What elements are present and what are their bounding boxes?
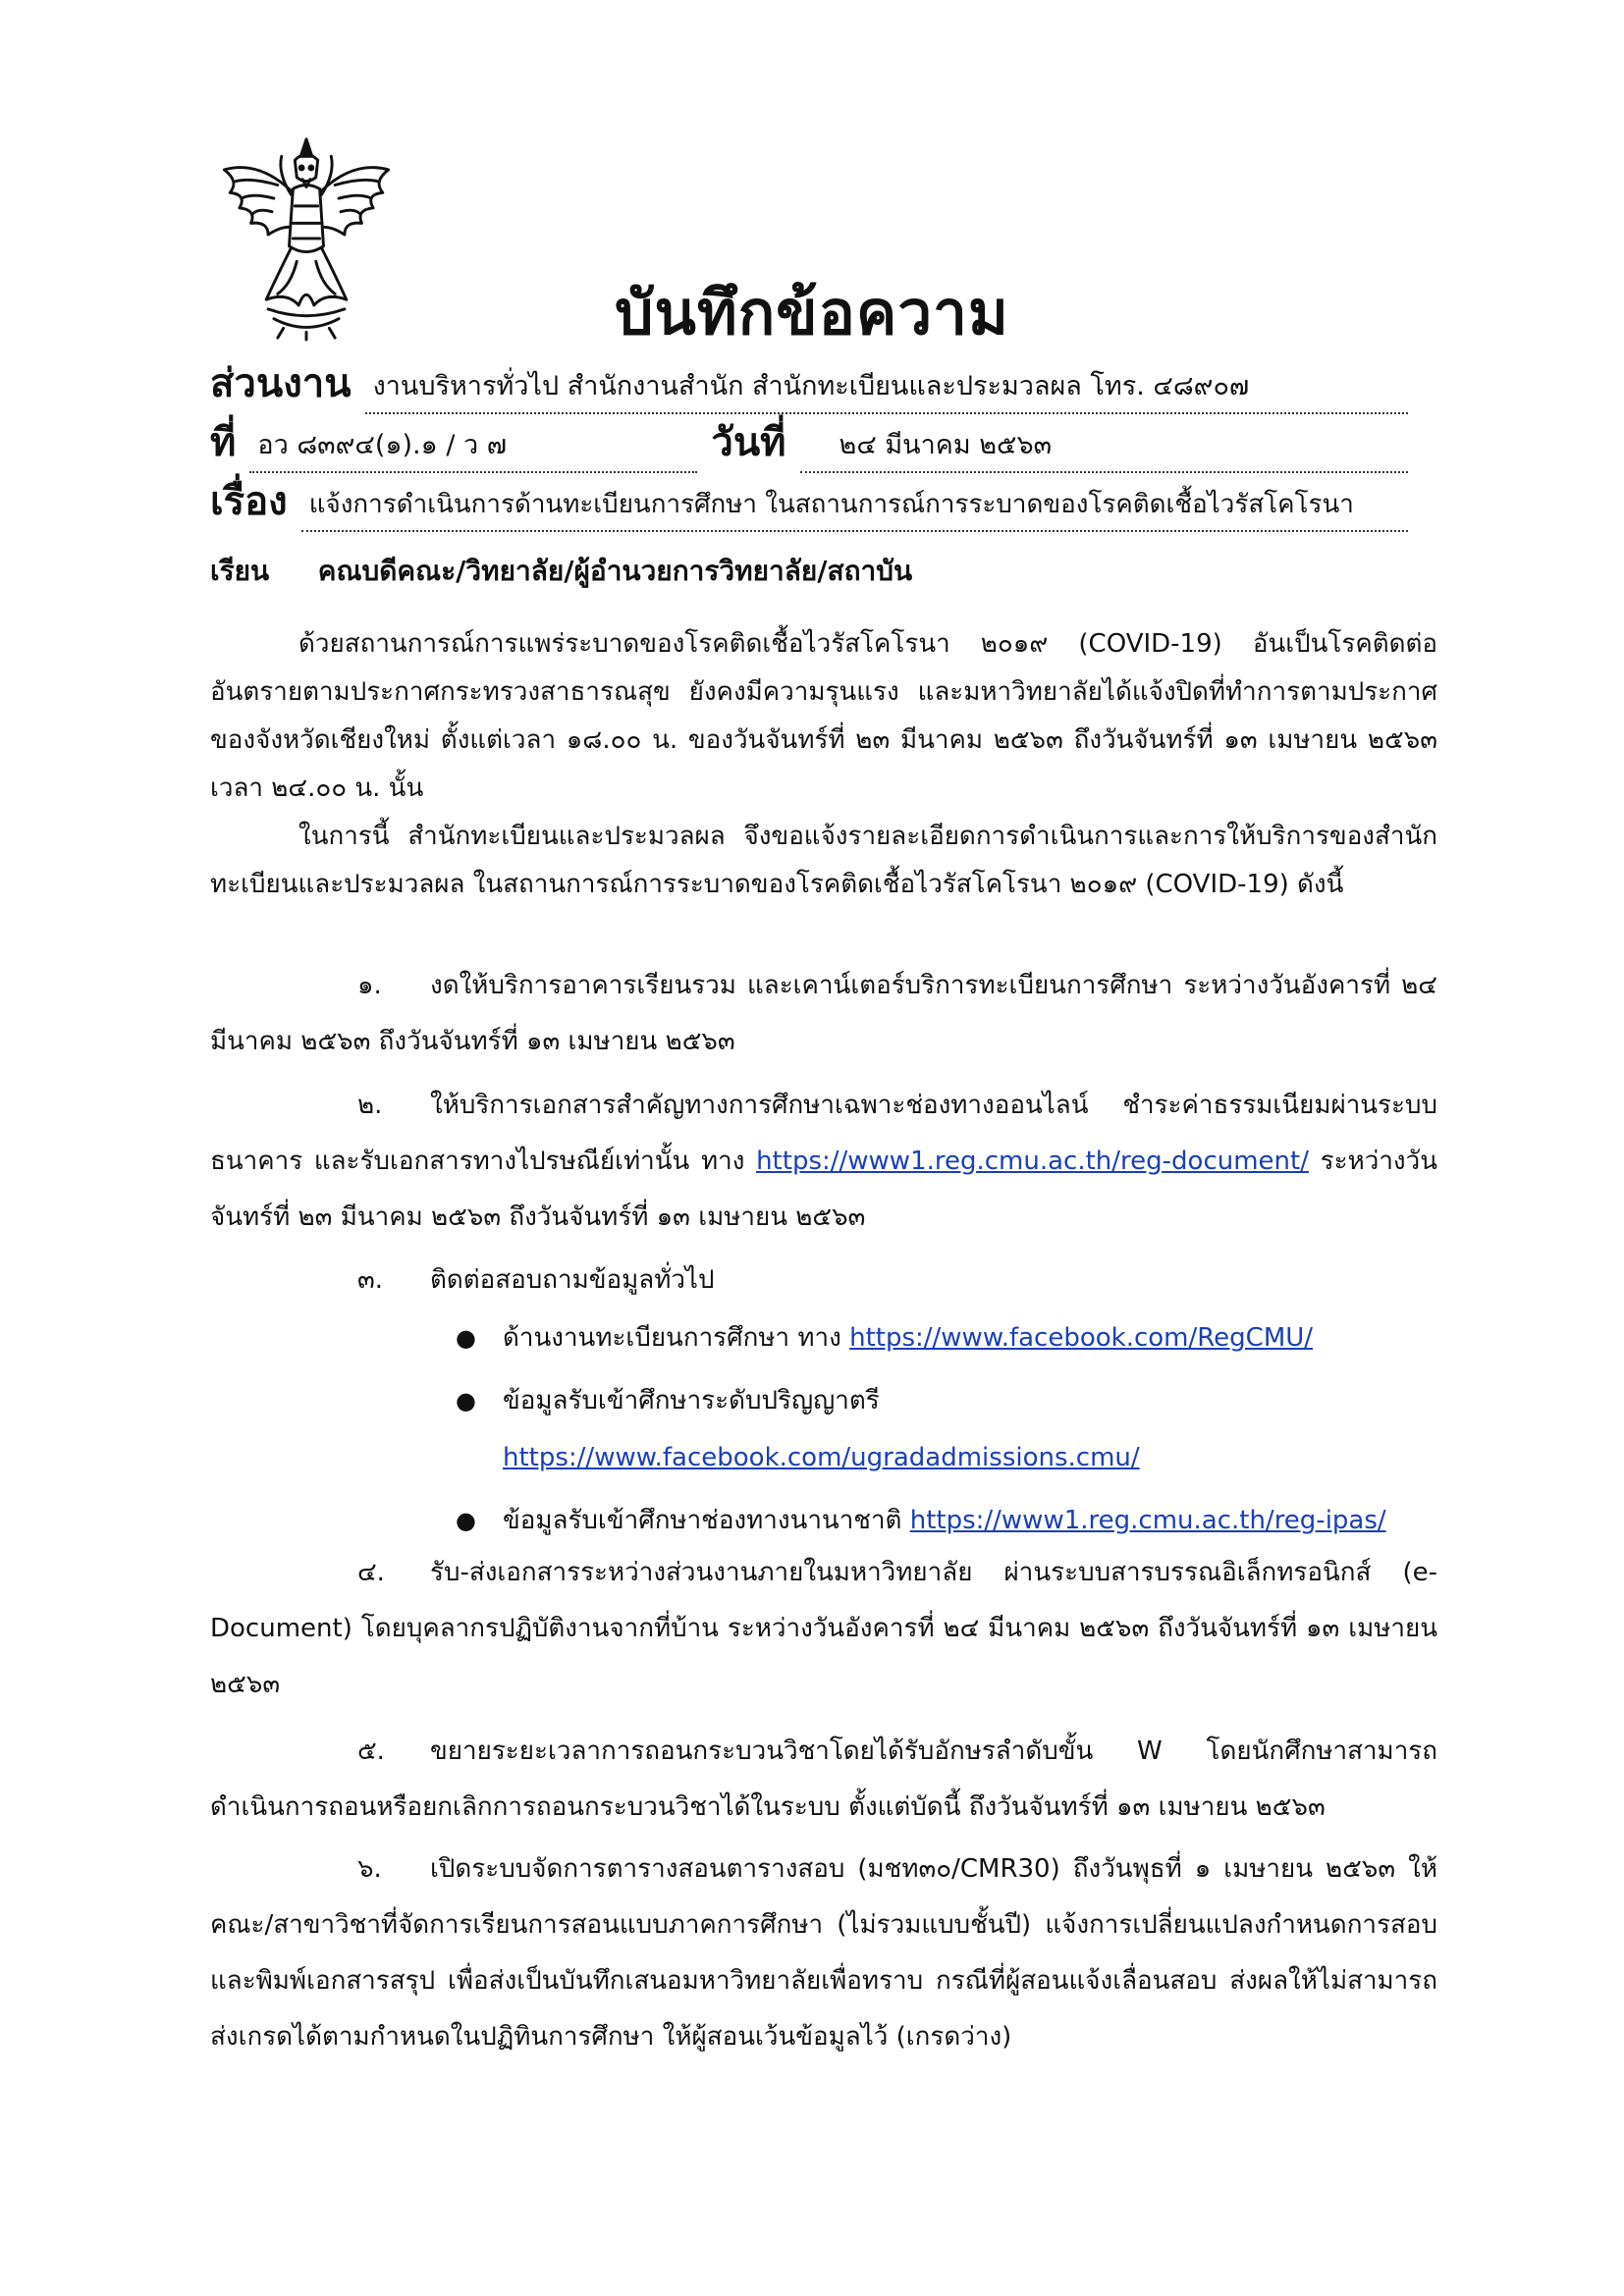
contact-text: ● ข้อมูลรับเข้าศึกษาระดับปริญญาตรี — [503, 1386, 880, 1415]
department-value: งานบริหารทั่วไป สำนักงานสำนัก สำนักทะเบียนและประมวลผล โทร. ๔๘๙๐๗ — [365, 364, 1408, 414]
date-value: ๒๔ มีนาคม ๒๕๖๓ — [800, 423, 1408, 473]
item-number: ๔. — [357, 1558, 385, 1587]
ugradadmissions-facebook-link[interactable]: https://www.facebook.com/ugradadmissions.cmu/ — [503, 1443, 1140, 1472]
contact-item-registration — [456, 1309, 1437, 1366]
salutation — [210, 550, 912, 593]
contact-text: ด้านงานทะเบียนการศึกษา ทาง — [503, 1323, 850, 1353]
item-number: ๑. — [357, 971, 382, 1000]
date-label: วันที่ — [711, 420, 786, 465]
list-item-2 — [210, 1078, 1437, 1246]
reference-label: ที่ — [210, 420, 237, 465]
item-number: ๕. — [357, 1736, 385, 1766]
item-text: ให้บริการเอกสารสำคัญทางการศึกษาเฉพาะช่องทางออนไลน์ ชำระค่าธรรมเนียมผ่านระบบธนาคาร และรับเอกสารทางไปรษณีย์เท่านั้น ทาง — [210, 1091, 1437, 1176]
list-item-5 — [210, 1724, 1437, 1836]
item-number: ๒. — [357, 1091, 383, 1120]
item-number: ๖. — [357, 1854, 382, 1884]
item-text: ติดต่อสอบถามข้อมูลทั่วไป — [430, 1265, 715, 1295]
item-number: ๓. — [357, 1265, 384, 1295]
item-text: เปิดระบบจัดการตารางสอนตารางสอบ (มชท๓๐/CMR30) ถึงวันพุธที่ ๑ เมษายน ๒๕๖๓ ให้คณะ/สาขาวิชาที่จัดการเรียนการสอนแบบภาคการศึกษา (ไม่รวมแบบชั้นปี) แจ้งการเปลี่ยนแปลงกำหนดการสอบ และพิมพ์เอกสารสรุป เพื่อส่งเป็นบันทึกเสนอมหาวิทยาลัยเพื่อทราบ กรณีที่ผู้สอนแจ้งเลื่อนสอบ ส่งผลให้ไม่สามารถส่งเกรดได้ตามกำหนดในปฏิทินการศึกษา ให้ผู้สอนเว้นข้อมูลไว้ (เกรดว่าง) — [210, 1854, 1437, 2052]
list-item-6 — [210, 1842, 1437, 2065]
memo-title: บันทึกข้อความ — [615, 277, 1009, 348]
contact-item-international — [456, 1492, 1437, 1549]
contact-item-undergrad — [456, 1372, 1437, 1486]
salutation-label: เรียน — [210, 555, 270, 587]
department-row — [210, 351, 1408, 414]
item-text: ระหว่างวันจันทร์ที่ ๒๓ มีนาคม ๒๕๖๓ ถึงวันจันทร์ที่ ๑๓ เมษายน ๒๕๖๓ — [210, 1147, 1437, 1232]
contact-text: ข้อมูลรับเข้าศึกษาช่องทางนานาชาติ — [503, 1506, 910, 1535]
subject-value: แจ้งการดำเนินการด้านทะเบียนการศึกษา ในสถานการณ์การระบาดของโรคติดเชื้อไวรัสโคโรนา — [301, 484, 1408, 532]
list-item-1 — [210, 958, 1437, 1070]
item-text: งดให้บริการอาคารเรียนรวม และเคาน์เตอร์บริการทะเบียนการศึกษา ระหว่างวันอังคารที่ ๒๔ มีนาคม ๒๕๖๓ ถึงวันจันทร์ที่ ๑๓ เมษายน ๒๕๖๓ — [210, 971, 1437, 1056]
salutation-value: คณบดีคณะ/วิทยาลัย/ผู้อำนวยการวิทยาลัย/สถาบัน — [317, 555, 913, 587]
reference-value: อว ๘๓๙๔(๑).๑ / ว ๗ — [249, 423, 697, 473]
department-label: ส่วนงาน — [210, 361, 352, 406]
item-text: ขยายระยะเวลาการถอนกระบวนวิชาโดยได้รับอักษรลำดับขั้น W โดยนักศึกษาสามารถดำเนินการถอนหรือยกเลิกการถอนกระบวนวิชาได้ในระบบ ตั้งแต่บัดนี้ ถึงวันจันทร์ที่ ๑๓ เมษายน ๒๕๖๓ — [210, 1736, 1437, 1822]
paragraph-intro: ด้วยสถานการณ์การแพร่ระบาดของโรคติดเชื้อไวรัสโคโรนา ๒๐๑๙ (COVID-19) อันเป็นโรคติดต่ออันตรายตามประกาศกระทรวงสาธารณสุข ยังคงมีความรุนแรง และมหาวิทยาลัยได้แจ้งปิดที่ทำการตามประกาศของจังหวัดเชียงใหม่ ตั้งแต่เวลา ๑๘.๐๐ น. ของวันจันทร์ที่ ๒๓ มีนาคม ๒๕๖๓ ถึงวันจันทร์ที่ ๑๓ เมษายน ๒๕๖๓ เวลา ๒๔.๐๐ น. นั้น — [210, 629, 1437, 803]
subject-row — [210, 469, 1408, 532]
contact-list — [456, 1309, 1437, 1549]
item-text: รับ-ส่งเอกสารระหว่างส่วนงานภายในมหาวิทยาลัย ผ่านระบบสารบรรณอิเล็กทรอนิกส์ (e-Document) โดยบุคลากรปฏิบัติงานจากที่บ้าน ระหว่างวันอังคารที่ ๒๔ มีนาคม ๒๕๖๓ ถึงวันจันทร์ที่ ๑๓ เมษายน ๒๕๖๓ — [210, 1558, 1437, 1699]
reg-ipas-link[interactable]: https://www1.reg.cmu.ac.th/reg-ipas/ — [909, 1506, 1386, 1535]
reference-date-row — [210, 410, 1408, 473]
list-item-3 — [210, 1253, 1437, 1308]
reg-document-link[interactable]: https://www1.reg.cmu.ac.th/reg-document/ — [756, 1147, 1309, 1176]
regcmu-facebook-link[interactable]: https://www.facebook.com/RegCMU/ — [849, 1323, 1314, 1353]
list-item-4 — [210, 1545, 1437, 1713]
paragraph-details: ในการนี้ สำนักทะเบียนและประมวลผล จึงขอแจ้งรายละเอียดการดำเนินการและการให้บริการของสำนักทะเบียนและประมวลผล ในสถานการณ์การระบาดของโรคติดเชื้อไวรัสโคโรนา ๒๐๑๙ (COVID-19) ดังนี้ — [210, 822, 1437, 899]
subject-label: เรื่อง — [210, 479, 288, 524]
